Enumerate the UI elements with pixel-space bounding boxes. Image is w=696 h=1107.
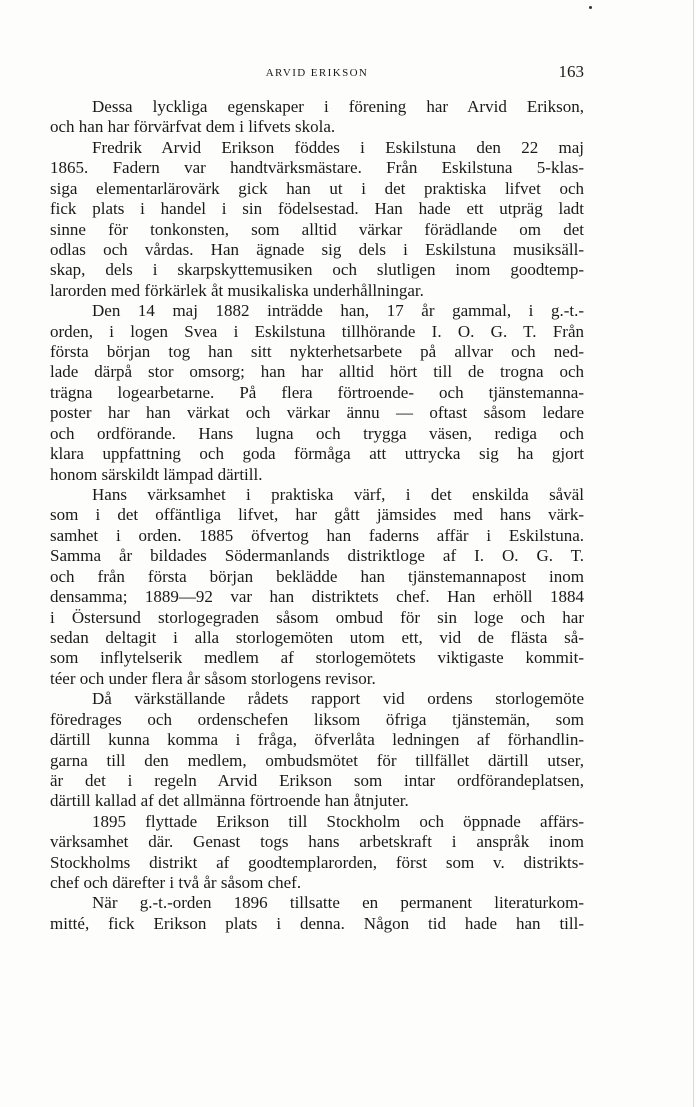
text-line: skap, dels i skarpskyttemusiken och slutligen inom goodtemp- xyxy=(50,260,584,280)
text-line: Den 14 maj 1882 inträdde han, 17 år gammal, i g.-t.- xyxy=(92,301,584,321)
body-text xyxy=(50,97,584,934)
text-line: lade därpå stor omsorg; han har alltid hört till de trogna och xyxy=(50,362,584,382)
text-line: och han har förvärfvat dem i lifvets skola. xyxy=(50,117,336,137)
text-line: orden, i logen Svea i Eskilstuna tillhörande I. O. G. T. Från xyxy=(50,321,584,341)
text-line: Hans värksamhet i praktiska värf, i det enskilda såväl xyxy=(92,485,584,505)
text-line: garna till den medlem, ombudsmötet för tillfället därtill utser, xyxy=(50,750,584,770)
text-line: klara uppfattning och goda förmåga att uttrycka sig ha gjort xyxy=(50,444,584,464)
text-line: som inflytelserik medlem af storlogemötets viktigaste kommit- xyxy=(50,648,584,668)
text-line: Stockholms distrikt af goodtemplarorden, först som v. distrikts- xyxy=(50,852,584,872)
text-line: Samma år bildades Södermanlands distriktloge af I. O. G. T. xyxy=(50,546,584,566)
text-line: Dessa lyckliga egenskaper i förening har Arvid Erikson, xyxy=(92,97,584,116)
text-line: och från första början beklädde han tjänstemannapost inom xyxy=(50,566,584,586)
scan-edge-line xyxy=(693,0,694,1107)
running-head xyxy=(50,64,584,82)
text-line: mitté, fick Erikson plats i denna. Någon tid hade han till- xyxy=(50,913,584,933)
text-line: därtill kunna komma i fråga, öfverlåta ledningen af förhandlin- xyxy=(50,730,584,750)
text-line: 1895 flyttade Erikson till Stockholm och öppnade affärs- xyxy=(92,811,584,831)
text-line: i Östersund storlogegraden såsom ombud för sin loge och har xyxy=(50,607,584,627)
text-line: trägna logearbetarne. På flera förtroende- och tjänstemanna- xyxy=(50,382,584,402)
page-number: 163 xyxy=(558,62,584,81)
text-line: är det i regeln Arvid Erikson som intar ordförandeplatsen, xyxy=(50,770,584,790)
text-line: densamma; 1889—92 var han distriktets chef. Han erhöll 1884 xyxy=(50,587,584,607)
text-line: därtill kallad af det allmänna förtroende han åtnjuter. xyxy=(50,791,409,811)
text-line: Fredrik Arvid Erikson föddes i Eskilstuna den 22 maj xyxy=(92,137,584,157)
text-line: chef och därefter i två år såsom chef. xyxy=(50,873,302,893)
text-line: fick plats i handel i sin födelsestad. Han hade ett utpräg ladt xyxy=(50,199,584,219)
text-line: Då värkställande rådets rapport vid ordens storlogemöte xyxy=(92,689,584,709)
text-line: poster har han värkat och värkar ännu — oftast såsom ledare xyxy=(50,403,584,423)
text-line: sedan deltagit i alla storlogemöten utom ett, vid de flästa så- xyxy=(50,627,584,647)
text-line: siga elementarlärovärk gick han ut i det praktiska lifvet och xyxy=(50,178,584,198)
text-line: honom särskildt lämpad därtill. xyxy=(50,464,263,484)
running-title: ARVID ERIKSON xyxy=(265,67,369,79)
text-line: téer och under flera år såsom storlogens revisor. xyxy=(50,668,376,688)
text-line: När g.-t.-orden 1896 tillsatte en permanent literaturkom- xyxy=(92,893,584,913)
text-line: larorden med förkärlek åt musikaliska underhållningar. xyxy=(50,280,424,300)
text-line: första början tog han sitt nykterhetsarbete på allvar och ned- xyxy=(50,342,584,362)
text-line: föredrages och ordenschefen liksom öfriga tjänstemän, som xyxy=(50,709,584,729)
text-line: värksamhet där. Genast togs hans arbetskraft i anspråk inom xyxy=(50,832,584,852)
text-line: 1865. Fadern var handtvärksmästare. Från Eskilstuna 5-klas- xyxy=(50,158,584,178)
text-line: och ordförande. Hans lugna och trygga väsen, rediga och xyxy=(50,423,584,443)
text-line: samhet i orden. 1885 öfvertog han faderns affär i Eskilstuna. xyxy=(50,525,584,545)
text-line: odlas och vårdas. Han ägnade sig dels i Eskilstuna musiksäll- xyxy=(50,239,584,259)
scan-speck xyxy=(589,6,592,9)
text-line: sinne för tonkonsten, som alltid värkar förädlande om det xyxy=(50,219,584,239)
text-line: som i det offäntliga lifvet, har gått jämsides med hans värk- xyxy=(50,505,584,525)
